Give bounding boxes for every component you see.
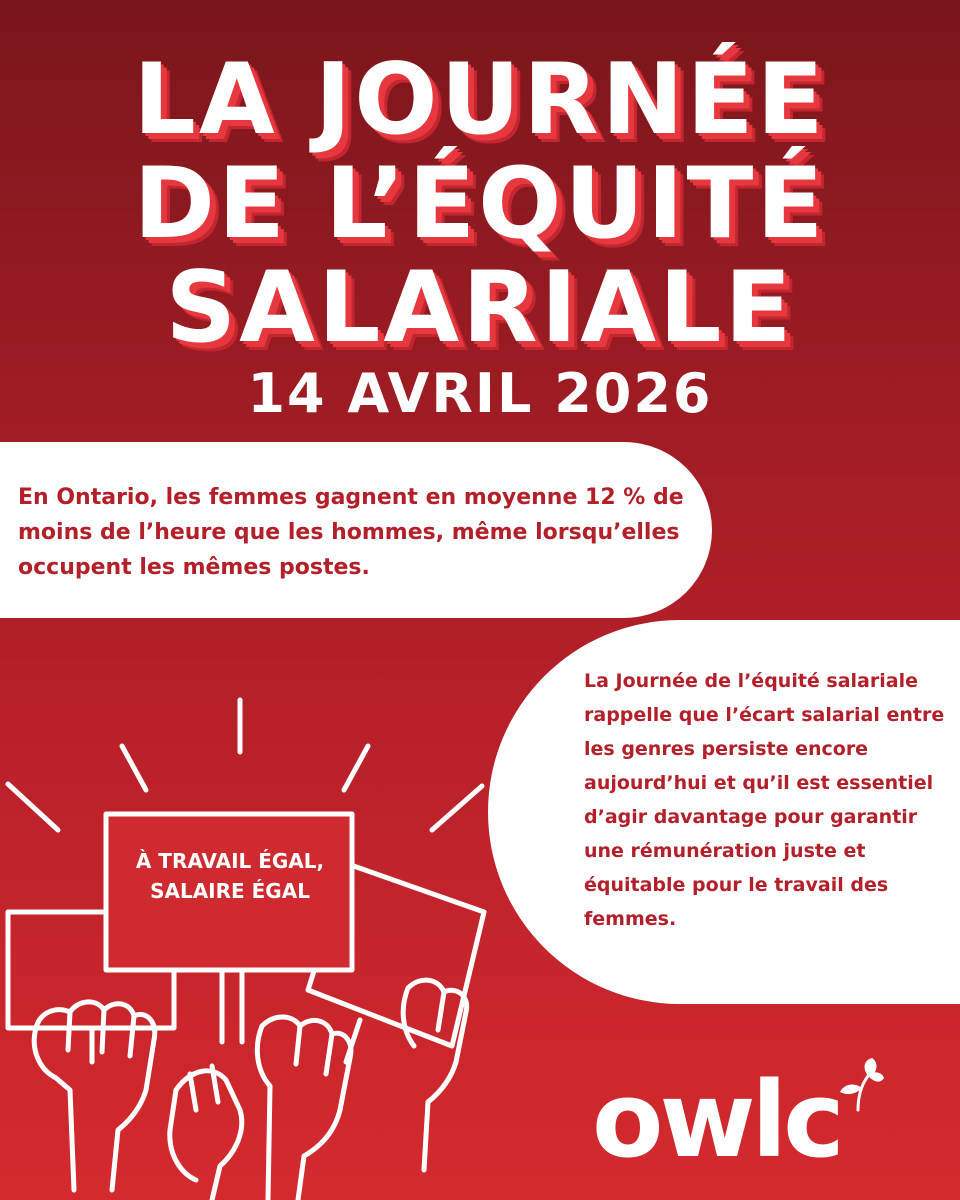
sign-slogan [108, 846, 352, 906]
info-bubble-top [0, 442, 712, 618]
sign-slogan-line-2: SALAIRE ÉGAL [150, 879, 310, 903]
headline-line-2: DE L’ÉQUITÉ [133, 147, 827, 261]
headline-line-3: SALARIALE [165, 251, 795, 365]
headline-title [0, 43, 960, 365]
burst-rays-icon [8, 700, 482, 830]
protest-illustration [0, 690, 500, 1200]
event-date: 14 AVRIL 2026 [247, 362, 713, 425]
raised-fists-icon [34, 980, 466, 1200]
owlc-logo [592, 1059, 892, 1188]
logo-text: owlc [592, 1059, 841, 1181]
info-bubble-right-text: La Journée de l’équité salariale rappelle que l’écart salarial entre les genres persiste encore aujourd’hui et qu’il est essentiel d’agir davantage pour garantir une rémunération juste et équitable pour le travail des femmes. [584, 670, 945, 930]
sign-slogan-line-1: À TRAVAIL ÉGAL, [135, 849, 325, 873]
info-bubble-right [488, 620, 960, 1004]
info-bubble-top-text: En Ontario, les femmes gagnent en moyenne 12 % de moins de l’heure que les hommes, même lorsqu’elles occupent les mêmes postes. [18, 485, 684, 580]
flower-icon [828, 1054, 888, 1114]
headline-line-1: LA JOURNÉE [133, 43, 827, 157]
